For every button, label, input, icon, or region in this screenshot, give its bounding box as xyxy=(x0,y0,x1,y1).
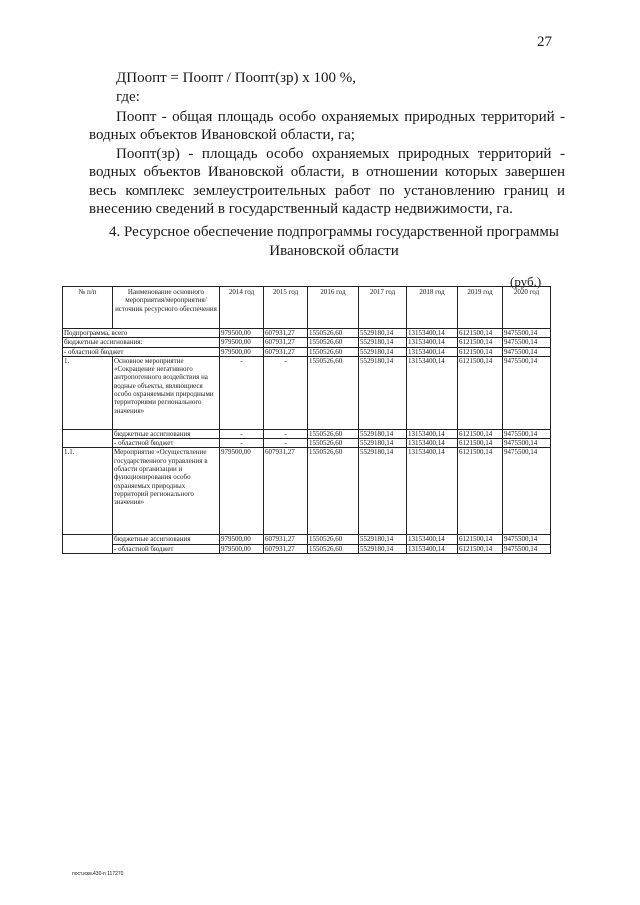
row-label: бюджетные ассигнования xyxy=(113,429,220,438)
table-cell: 607931,27 xyxy=(264,329,308,338)
table-cell: 5529180,14 xyxy=(359,535,407,544)
table-cell: 5529180,14 xyxy=(359,338,407,347)
table-row xyxy=(63,329,551,338)
definition-total-area: Поопт - общая площадь особо охраняемых природных территорий - водных объектов Ивановской области, га; xyxy=(89,109,565,144)
table-cell: - xyxy=(220,439,264,448)
table-cell: 979500,00 xyxy=(220,338,264,347)
table-cell: 13153400,14 xyxy=(407,338,458,347)
table-row xyxy=(63,429,551,438)
table-cell: - xyxy=(220,356,264,429)
row-label: - областной бюджет xyxy=(63,347,220,356)
table-cell: 6121500,14 xyxy=(458,356,503,429)
table-cell: 979500,00 xyxy=(220,347,264,356)
header-cell: 2018 год xyxy=(407,287,458,329)
table-cell: 5529180,14 xyxy=(359,439,407,448)
table-cell: 1550526,60 xyxy=(308,544,359,553)
table-cell: 5529180,14 xyxy=(359,347,407,356)
header-cell: 2015 год xyxy=(264,287,308,329)
table-cell: 1550526,60 xyxy=(308,338,359,347)
table-cell: 13153400,14 xyxy=(407,347,458,356)
page-number: 27 xyxy=(537,34,552,50)
table-cell: 13153400,14 xyxy=(407,429,458,438)
table-cell: 5529180,14 xyxy=(359,544,407,553)
table-row xyxy=(63,356,551,429)
currency-unit: (руб.) xyxy=(510,274,542,289)
table-cell: 9475500,14 xyxy=(503,439,551,448)
header-cell: 2017 год xyxy=(359,287,407,329)
definition-registered-area: Поопт(зр) - площадь особо охраняемых природных территорий - водных объектов Ивановской области, в отношении которых завершен весь комплекс землеустроительных работ по установлению границ и внесению сведений в государственный кадастр недвижимости, га. xyxy=(89,146,565,218)
table-cell: 6121500,14 xyxy=(458,338,503,347)
table-cell: 9475500,14 xyxy=(503,338,551,347)
table-cell: 13153400,14 xyxy=(407,439,458,448)
table-cell: 607931,27 xyxy=(264,338,308,347)
empty-cell xyxy=(63,544,113,553)
table-cell: - xyxy=(264,429,308,438)
table-header-row xyxy=(63,287,551,329)
row-label: - областной бюджет xyxy=(113,544,220,553)
resource-table xyxy=(62,286,551,554)
table-cell: 9475500,14 xyxy=(503,356,551,429)
table-cell: 13153400,14 xyxy=(407,356,458,429)
row-label: бюджетные ассигнования: xyxy=(63,338,220,347)
table-cell: 1550526,60 xyxy=(308,347,359,356)
table-cell: 9475500,14 xyxy=(503,544,551,553)
table-cell: - xyxy=(220,429,264,438)
header-cell: 2016 год xyxy=(308,287,359,329)
table-cell: 6121500,14 xyxy=(458,429,503,438)
row-name: Мероприятие «Осуществление государственного управления в области организации и функционирования особо охраняемых природных территорий регионального значения» xyxy=(113,448,220,535)
empty-cell xyxy=(63,439,113,448)
header-cell: 2019 год xyxy=(458,287,503,329)
row-label: бюджетные ассигнования xyxy=(113,535,220,544)
table-cell: 13153400,14 xyxy=(407,329,458,338)
table-cell: 13153400,14 xyxy=(407,535,458,544)
table-cell: 979500,00 xyxy=(220,544,264,553)
header-cell: 2020 год xyxy=(503,287,551,329)
table-row xyxy=(63,448,551,535)
formula: ДПоопт = Поопт / Поопт(зр) х 100 %, xyxy=(116,70,357,86)
header-cell: 2014 год xyxy=(220,287,264,329)
table-cell: 1550526,60 xyxy=(308,448,359,535)
table-cell: 6121500,14 xyxy=(458,448,503,535)
header-cell: Наименование основного мероприятия/мероприятия/ источник ресурсного обеспечения xyxy=(113,287,220,329)
table-cell: 6121500,14 xyxy=(458,329,503,338)
table-cell: 13153400,14 xyxy=(407,448,458,535)
table-cell: 607931,27 xyxy=(264,544,308,553)
empty-cell xyxy=(63,429,113,438)
table-row xyxy=(63,338,551,347)
table-row xyxy=(63,535,551,544)
table-cell: 607931,27 xyxy=(264,347,308,356)
table-cell: - xyxy=(264,439,308,448)
table-cell: 9475500,14 xyxy=(503,429,551,438)
header-cell: № п/п xyxy=(63,287,113,329)
table-row xyxy=(63,347,551,356)
row-label: - областной бюджет xyxy=(113,439,220,448)
table-cell: 6121500,14 xyxy=(458,544,503,553)
table-row xyxy=(63,439,551,448)
footer-reference: пост.изм.430-п 117270 xyxy=(72,871,124,877)
row-label: Подпрограмма, всего xyxy=(63,329,220,338)
table-cell: 9475500,14 xyxy=(503,448,551,535)
table-cell: 1550526,60 xyxy=(308,429,359,438)
table-cell: 9475500,14 xyxy=(503,329,551,338)
section-heading: 4. Ресурсное обеспечение подпрограммы государственной программы Ивановской области xyxy=(109,224,559,259)
table-cell: 5529180,14 xyxy=(359,329,407,338)
table-cell: 9475500,14 xyxy=(503,347,551,356)
table-cell: 1550526,60 xyxy=(308,439,359,448)
table-cell: 5529180,14 xyxy=(359,356,407,429)
row-number: 1. xyxy=(63,356,113,429)
table-cell: 5529180,14 xyxy=(359,429,407,438)
table-cell: 6121500,14 xyxy=(458,347,503,356)
empty-cell xyxy=(63,535,113,544)
table-cell: 607931,27 xyxy=(264,535,308,544)
table-cell: 9475500,14 xyxy=(503,535,551,544)
table-cell: 6121500,14 xyxy=(458,535,503,544)
table-cell: 6121500,14 xyxy=(458,439,503,448)
table-row xyxy=(63,544,551,553)
row-number: 1.1. xyxy=(63,448,113,535)
table-cell: 1550526,60 xyxy=(308,356,359,429)
table-cell: 607931,27 xyxy=(264,448,308,535)
table-cell: - xyxy=(264,356,308,429)
table-cell: 979500,00 xyxy=(220,329,264,338)
table-cell: 13153400,14 xyxy=(407,544,458,553)
row-name: Основное мероприятие «Сокращение негативного антропогенного воздействия на водные объекты, являющиеся особо охраняемыми природными территориями регионального значения» xyxy=(113,356,220,429)
table-cell: 979500,00 xyxy=(220,448,264,535)
table-cell: 979500,00 xyxy=(220,535,264,544)
table-cell: 1550526,60 xyxy=(308,535,359,544)
table-cell: 5529180,14 xyxy=(359,448,407,535)
table-cell: 1550526,60 xyxy=(308,329,359,338)
where-label: где: xyxy=(116,89,140,105)
